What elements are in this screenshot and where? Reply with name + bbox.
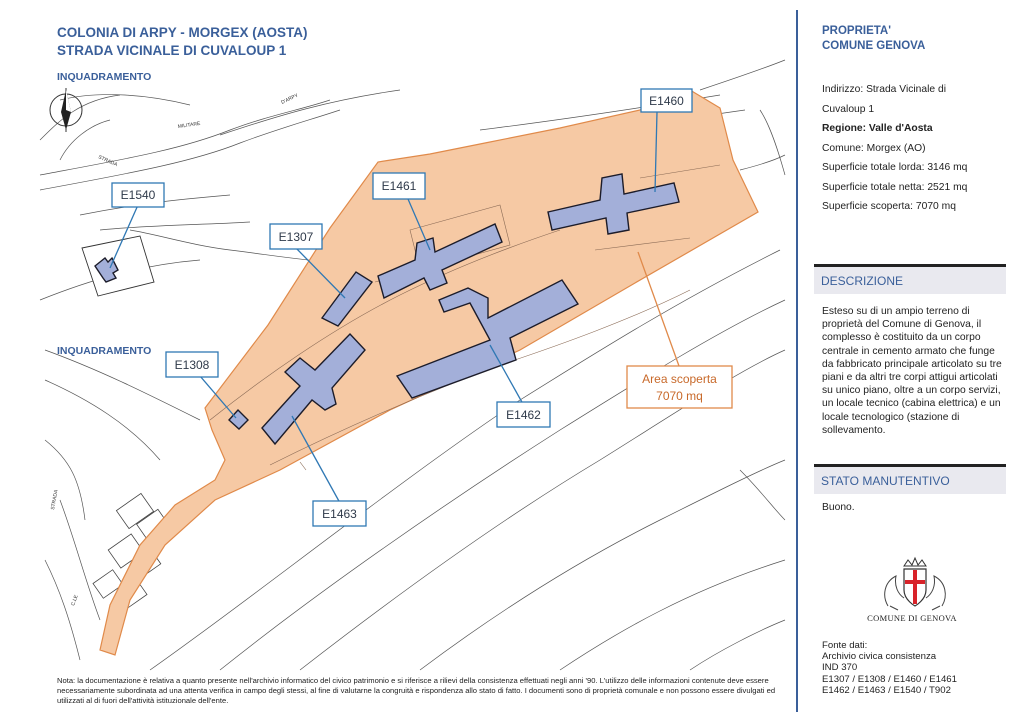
superficie-scoperta: Superficie scoperta: 7070 mq	[822, 201, 956, 212]
fonte-line2: Archivio civica consistenza	[822, 651, 937, 663]
fonte-line5: E1462 / E1463 / E1540 / T902	[822, 684, 951, 696]
stato-heading: STATO MANUTENTIVO	[814, 464, 1006, 494]
divider	[796, 10, 798, 712]
callout-e1461	[373, 173, 425, 199]
inquadramento-heading-2: INQUADRAMENTO	[57, 345, 152, 357]
logo-caption: COMUNE DI GENOVA	[867, 613, 957, 623]
property-info	[822, 80, 1004, 217]
callout-label: E1462	[506, 408, 541, 422]
callout-e1460	[641, 89, 692, 112]
callout-e1540	[112, 183, 164, 207]
superficie-netta: Superficie totale netta: 2521 mq	[822, 181, 968, 193]
fonte-line1: Fonte dati:	[822, 640, 868, 651]
owner-heading	[822, 24, 1004, 54]
descrizione-text: Esteso su di un ampio terreno di proprietà del Comune di Genova, il complesso è costituito da un corpo centrale in cemento armato che funge da fabbricato principale articolato su tre piani e da altri tre corpi attigui articolati su unico piano, oltre a un corpo servizi, un locale tecnico (cabina elettrica) e un locale tecnologico (stazione di sollevamento.	[822, 306, 1002, 436]
area-label-line2: 7070 mq	[656, 389, 703, 403]
fonte-line4: E1307 / E1308 / E1460 / E1461	[822, 673, 957, 685]
regione: Regione: Valle d'Aosta	[822, 123, 933, 134]
callout-label: E1307	[278, 230, 314, 244]
callout-label: E1461	[381, 179, 417, 193]
callout-e1463	[313, 501, 366, 526]
owner-line2: COMUNE GENOVA	[822, 40, 926, 52]
owner-line1: PROPRIETA'	[822, 25, 891, 37]
disclaimer-note: Nota: la documentazione è relativa a quanto presente nell'archivio informatico del civico patrimonio e si riferisce a rilievi della consistenza effettuati negli anni '90. L'utilizzo delle informazioni contenute deve essere necessariamente subordinata ad una attenta verifica in campo degli stessi, al fine di valutarne la congruità e rispondenza allo stato di fatto. I documenti sono di proprietà comunale e non possono essere divulgati ed utilizzati al di fuori dell'attività istituzionale dell'ente.	[57, 676, 776, 705]
page-title-line2: STRADA VICINALE DI CUVALOUP 1	[57, 43, 287, 58]
indirizzo-line2: Cuvaloup 1	[822, 103, 875, 115]
callout-e1307	[270, 224, 322, 249]
road-label: D'ARPY	[280, 92, 300, 106]
superficie-lorda: Superficie totale lorda: 3146 mq	[822, 162, 968, 173]
road-label: C.LE	[70, 594, 80, 607]
descrizione-heading: DESCRIZIONE	[814, 264, 1006, 294]
road-label: MILITARE	[177, 120, 201, 130]
stato-text: Buono.	[822, 502, 855, 513]
e1540-plot	[82, 236, 154, 296]
north-arrow-icon	[50, 88, 82, 132]
callout-area-scoperta	[627, 366, 732, 408]
callout-label: E1460	[649, 94, 684, 108]
comune-genova-logo-icon	[868, 556, 962, 614]
callout-e1462	[497, 402, 550, 427]
road-label: STRADA	[50, 489, 60, 511]
callout-e1308	[166, 352, 218, 377]
page-title	[57, 24, 308, 60]
area-label-line1: Area scoperta	[642, 372, 717, 386]
indirizzo-line1: Indirizzo: Strada Vicinale di	[822, 84, 947, 95]
fonte-line3: IND 370	[822, 662, 858, 674]
comune: Comune: Morgex (AO)	[822, 142, 926, 154]
road-label: STRADA	[97, 154, 119, 169]
page-title-line1: COLONIA DI ARPY - MORGEX (AOSTA)	[57, 25, 308, 40]
callout-label: E1463	[322, 507, 357, 521]
callout-label: E1540	[120, 188, 156, 202]
fonte-dati	[822, 640, 1004, 696]
callout-label: E1308	[174, 358, 210, 372]
inquadramento-heading: INQUADRAMENTO	[57, 71, 152, 83]
